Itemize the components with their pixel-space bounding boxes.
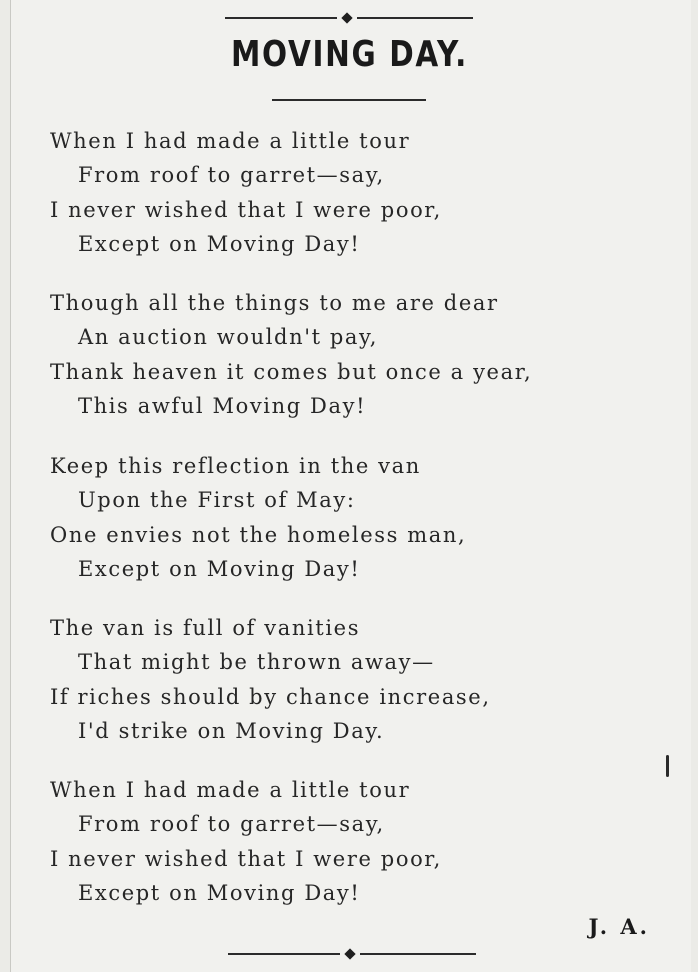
poem-title: MOVING DAY.: [231, 34, 469, 75]
bottom-ornament-divider: [228, 949, 476, 959]
poem-line: Except on Moving Day!: [78, 556, 361, 581]
poem-line: That might be thrown away—: [78, 650, 435, 675]
poem-line: I'd strike on Moving Day.: [78, 718, 385, 743]
poem-line: The van is full of vanities: [50, 616, 361, 640]
stanza-2: [50, 286, 650, 423]
poem-line: Though all the things to me are dear: [50, 291, 499, 315]
ornament-rule-left: [225, 17, 337, 19]
ornament-rule-right: [357, 17, 473, 19]
poem-line: This awful Moving Day!: [78, 393, 367, 418]
poem-line: I never wished that I were poor,: [50, 197, 442, 222]
stanza-1: [50, 124, 650, 261]
author-signature: J. A.: [588, 914, 650, 939]
ornament-rule-left: [228, 953, 340, 955]
poem-line: Thank heaven it comes but once a year,: [50, 359, 533, 384]
title-underline-rule: [272, 99, 426, 101]
stanza-4: [50, 611, 650, 748]
diamond-ornament-icon: [344, 948, 355, 959]
poem-line: Except on Moving Day!: [78, 880, 361, 905]
poem-line: From roof to garret—say,: [78, 163, 385, 188]
poem-line: When I had made a little tour: [50, 778, 411, 802]
poem-line: I never wished that I were poor,: [50, 846, 442, 871]
poem-line: An auction wouldn't pay,: [78, 325, 378, 350]
poem-line: Except on Moving Day!: [78, 231, 361, 256]
poem-line: Upon the First of May:: [78, 488, 356, 513]
poem-line: One envies not the homeless man,: [50, 522, 467, 547]
ornament-rule-right: [360, 953, 476, 955]
stanza-3: [50, 449, 650, 586]
stanza-5: [50, 773, 650, 910]
poem-line: Keep this reflection in the van: [50, 454, 421, 478]
top-ornament-divider: [225, 14, 473, 22]
poem-line: If riches should by chance increase,: [50, 684, 491, 709]
poem-line: From roof to garret—say,: [78, 812, 385, 837]
poem-line: When I had made a little tour: [50, 129, 411, 153]
print-speck: [666, 755, 669, 777]
diamond-ornament-icon: [341, 12, 352, 23]
